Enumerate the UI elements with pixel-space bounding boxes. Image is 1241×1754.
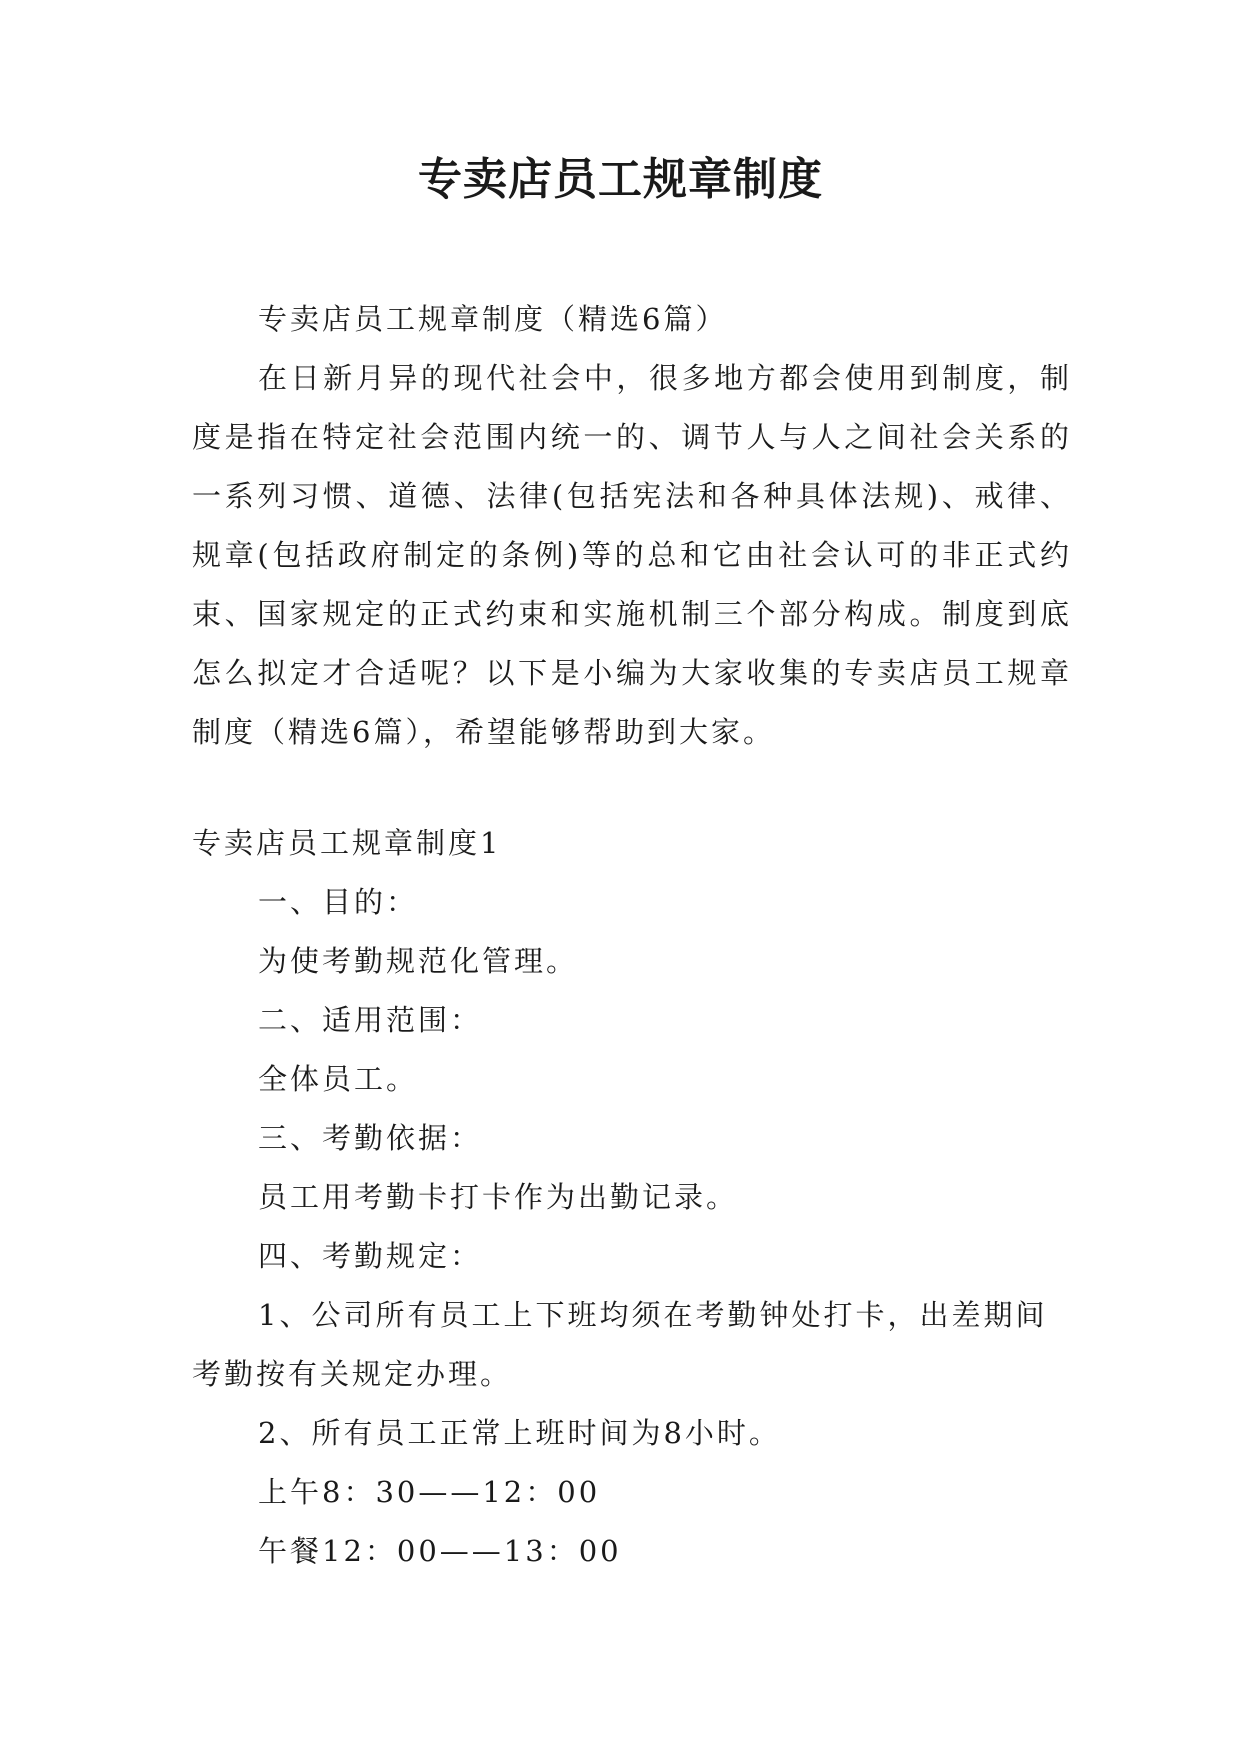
document-subtitle: 专卖店员工规章制度（精选6篇） — [258, 302, 728, 336]
paragraph: 一、目的： — [258, 885, 419, 919]
paragraph: 四、考勤规定： — [258, 1239, 483, 1273]
paragraph: 为使考勤规范化管理。 — [258, 944, 579, 978]
paragraph: 上午8：30——12：00 — [258, 1475, 601, 1509]
paragraph: 员工用考勤卡打卡作为出勤记录。 — [258, 1180, 739, 1214]
paragraph: 二、适用范围： — [258, 1003, 483, 1037]
section-heading: 专卖店员工规章制度1 — [192, 826, 502, 860]
paragraph: 1、公司所有员工上下班均须在考勤钟处打卡，出差期间考勤按有关规定办理。 — [192, 1298, 1048, 1391]
document-body — [192, 290, 1072, 1581]
paragraph: 午餐12：00——13：00 — [258, 1534, 622, 1568]
paragraph: 全体员工。 — [258, 1062, 419, 1096]
document-title: 专卖店员工规章制度 — [418, 154, 823, 205]
paragraph: 2、所有员工正常上班时间为8小时。 — [258, 1416, 781, 1450]
paragraph: 三、考勤依据： — [258, 1121, 483, 1155]
intro-paragraph: 在日新月异的现代社会中，很多地方都会使用到制度，制度是指在特定社会范围内统一的、调节人与人之间社会关系的一系列习惯、道德、法律(包括宪法和各种具体法规)、戒律、规章(包括政府制定的条例)等的总和它由社会认可的非正式约束、国家规定的正式约束和实施机制三个部分构成。制度到底怎么拟定才合适呢？以下是小编为大家收集的专卖店员工规章制度（精选6篇），希望能够帮助到大家。 — [192, 361, 1072, 749]
